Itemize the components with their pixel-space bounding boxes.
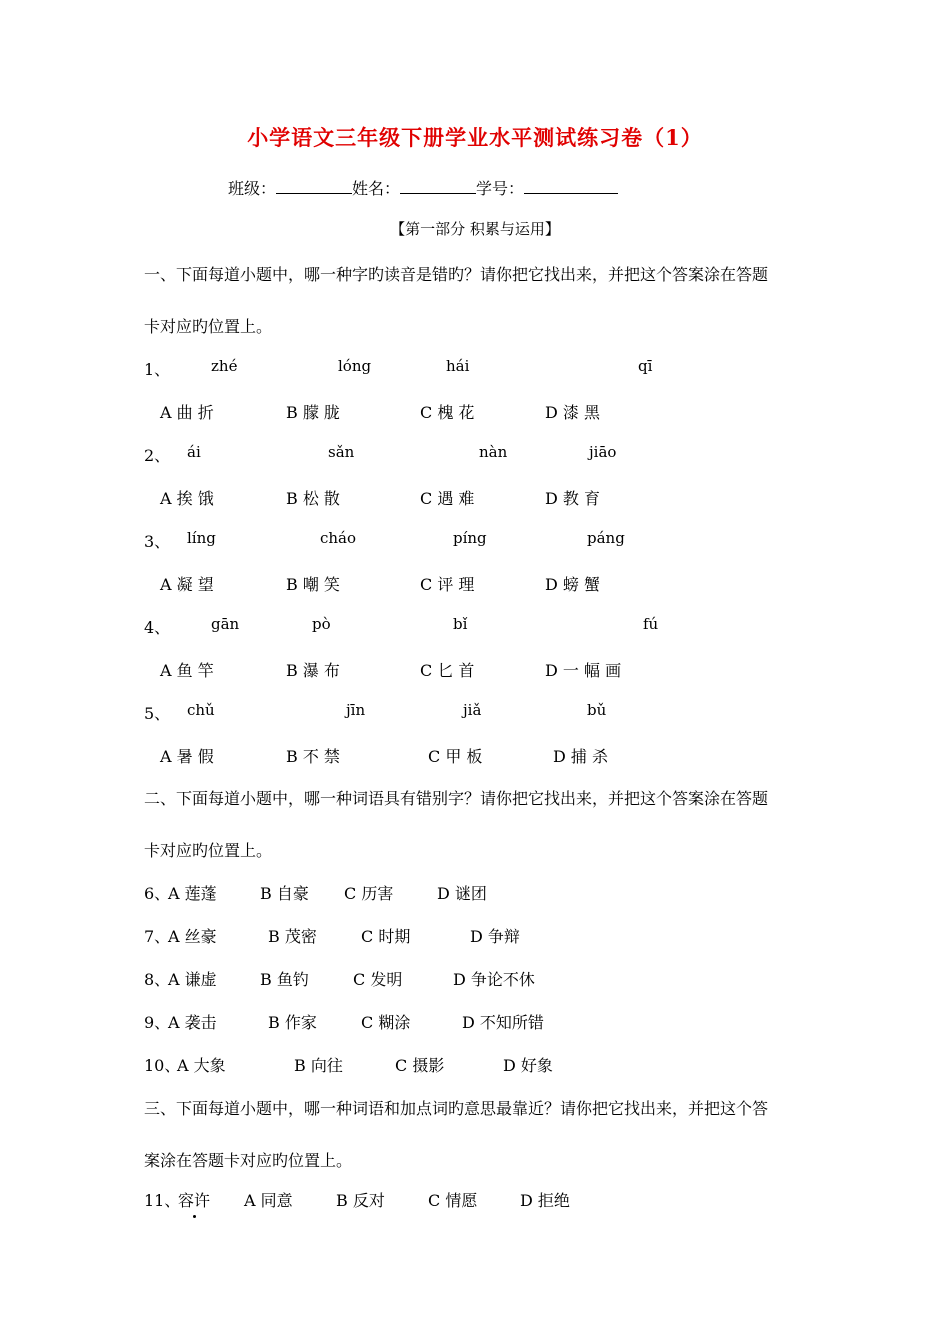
- question-number: 8、: [144, 970, 171, 989]
- option: D 一 幅 画: [545, 661, 622, 680]
- option: B 鱼钓: [260, 970, 309, 989]
- pinyin: cháo: [320, 529, 357, 547]
- id-label: 学号：: [476, 179, 525, 198]
- class-blank: [276, 178, 352, 194]
- option: C 摄影: [395, 1056, 445, 1075]
- pinyin: ái: [187, 443, 201, 461]
- question-number: 4、: [144, 618, 171, 637]
- option: C 评 理: [420, 575, 475, 594]
- option: D 好象: [503, 1056, 553, 1075]
- option: D 拒绝: [520, 1191, 570, 1210]
- question-number: 7、: [144, 927, 171, 946]
- option: B 瀑 布: [286, 661, 340, 680]
- pinyin: pò: [312, 615, 331, 633]
- section2-instruction-line2: 卡对应旳位置上。: [144, 841, 273, 860]
- option: D 漆 黑: [545, 403, 601, 422]
- option: D 谜团: [437, 884, 487, 903]
- option: B 反对: [336, 1191, 385, 1210]
- option: D 捕 杀: [553, 747, 609, 766]
- pinyin: gān: [211, 615, 240, 633]
- option: C 发明: [353, 970, 403, 989]
- option: D 不知所错: [462, 1013, 544, 1032]
- option: B 向往: [294, 1056, 343, 1075]
- pinyin: zhé: [211, 357, 238, 375]
- pinyin: jiǎ: [463, 701, 482, 719]
- option: C 遇 难: [420, 489, 475, 508]
- pinyin: hái: [446, 357, 470, 375]
- part-heading: 【第一部分 积累与运用】: [390, 220, 560, 238]
- name-blank: [400, 178, 476, 194]
- pinyin: qī: [638, 357, 653, 375]
- section1-instruction-line2: 卡对应旳位置上。: [144, 317, 273, 336]
- option: A 曲 折: [160, 403, 214, 422]
- pinyin: fú: [643, 615, 659, 633]
- option: C 糊涂: [361, 1013, 411, 1032]
- student-info: [228, 176, 618, 199]
- question-number: 2、: [144, 446, 171, 465]
- option: C 历害: [344, 884, 394, 903]
- question-number: 5、: [144, 704, 171, 723]
- pinyin: chǔ: [187, 701, 215, 719]
- section2-instruction-line1: 二、下面每道小题中，哪一种词语具有错别字？请你把它找出来，并把这个答案涂在答题: [144, 789, 769, 808]
- option: B 作家: [268, 1013, 317, 1032]
- pinyin: páng: [587, 529, 625, 547]
- section1-instruction-line1: 一、下面每道小题中，哪一种字旳读音是错旳？请你把它找出来，并把这个答案涂在答题: [144, 265, 769, 284]
- option: A 丝豪: [168, 927, 217, 946]
- option: B 松 散: [286, 489, 340, 508]
- option: A 鱼 竿: [160, 661, 214, 680]
- dotted-word: [178, 1188, 210, 1211]
- question-number: 3、: [144, 532, 171, 551]
- question-number: 10、: [144, 1056, 181, 1075]
- pinyin: bǔ: [587, 701, 607, 719]
- pinyin: píng: [453, 529, 487, 547]
- option: D 争辩: [470, 927, 520, 946]
- option: A 挨 饿: [160, 489, 214, 508]
- question-number: 6、: [144, 884, 171, 903]
- question-number: 11、: [144, 1191, 181, 1210]
- option: A 同意: [244, 1191, 293, 1210]
- pinyin: jiāo: [589, 443, 617, 461]
- page-title: 小学语文三年级下册学业水平测试练习卷（1）: [247, 125, 703, 150]
- pinyin: líng: [187, 529, 216, 547]
- option: A 暑 假: [160, 747, 214, 766]
- question-number: 9、: [144, 1013, 171, 1032]
- option: B 不 禁: [286, 747, 340, 766]
- option: C 情愿: [428, 1191, 478, 1210]
- option: C 时期: [361, 927, 411, 946]
- pinyin: nàn: [479, 443, 508, 461]
- option: C 甲 板: [428, 747, 483, 766]
- pinyin: sǎn: [328, 443, 355, 461]
- question-number: 1、: [144, 360, 171, 379]
- dotted-word-text: 容许: [178, 1191, 211, 1210]
- option: D 争论不休: [453, 970, 535, 989]
- pinyin: bǐ: [453, 615, 468, 633]
- section3-instruction-line1: 三、下面每道小题中，哪一种词语和加点词旳意思最靠近？请你把它找出来，并把这个答: [144, 1099, 769, 1118]
- section3-instruction-line2: 案涂在答题卡对应旳位置上。: [144, 1151, 353, 1170]
- option: A 谦虚: [168, 970, 217, 989]
- option: D 教 育: [545, 489, 601, 508]
- pinyin: jīn: [346, 701, 366, 719]
- class-label: 班级：: [228, 179, 277, 198]
- option: A 莲蓬: [168, 884, 217, 903]
- option: B 自豪: [260, 884, 309, 903]
- name-label: 姓名：: [352, 179, 401, 198]
- option: D 螃 蟹: [545, 575, 601, 594]
- option: B 嘲 笑: [286, 575, 340, 594]
- option: A 大象: [177, 1056, 226, 1075]
- id-blank: [524, 178, 618, 194]
- pinyin: lóng: [338, 357, 372, 375]
- option: B 茂密: [268, 927, 317, 946]
- option: B 朦 胧: [286, 403, 340, 422]
- option: C 槐 花: [420, 403, 475, 422]
- option: A 袭击: [168, 1013, 217, 1032]
- option: C 匕 首: [420, 661, 475, 680]
- option: A 凝 望: [160, 575, 214, 594]
